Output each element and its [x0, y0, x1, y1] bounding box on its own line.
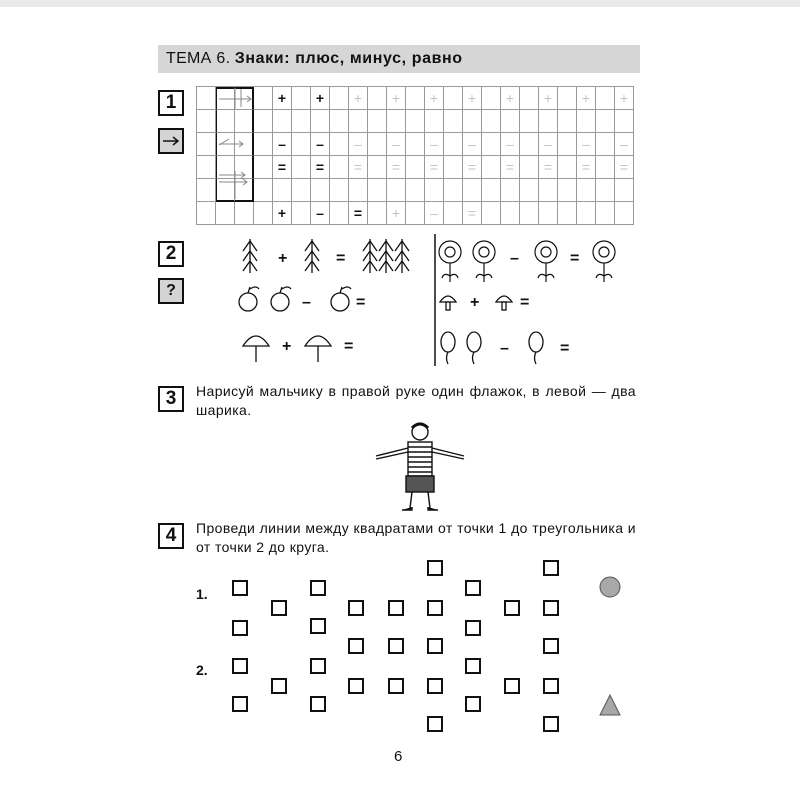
grid-cell[interactable]	[482, 202, 501, 225]
grid-cell[interactable]	[596, 133, 615, 156]
op-equals: =	[570, 250, 580, 267]
grid-cell[interactable]: =	[539, 156, 558, 179]
grid-cell[interactable]	[520, 179, 539, 202]
grid-cell[interactable]	[577, 202, 596, 225]
grid-cell[interactable]	[349, 179, 368, 202]
task-4-instruction: Проведи линии между квадратами от точки 1 до треугольника и от точки 2 до круга.	[196, 520, 636, 555]
target-shapes	[598, 575, 624, 720]
grid-cell[interactable]	[482, 110, 501, 133]
grid-cell[interactable]	[482, 87, 501, 110]
boy-illustration	[372, 422, 468, 516]
grid-cell[interactable]	[615, 110, 634, 133]
grid-cell[interactable]	[539, 202, 558, 225]
grid-cell[interactable]	[368, 202, 387, 225]
grid-cell[interactable]	[330, 179, 349, 202]
grid-cell[interactable]: –	[387, 133, 406, 156]
maze-square[interactable]	[543, 560, 559, 576]
topic-header	[158, 45, 640, 73]
op-minus: –	[500, 340, 509, 357]
grid-cell[interactable]	[292, 202, 311, 225]
grid-cell[interactable]	[254, 133, 273, 156]
grid-cell[interactable]	[254, 179, 273, 202]
maze-square[interactable]	[271, 600, 287, 616]
grid-cell[interactable]	[273, 110, 292, 133]
op-plus: +	[282, 338, 292, 355]
grid-cell[interactable]	[254, 87, 273, 110]
grid-cell[interactable]: =	[615, 156, 634, 179]
maze-square[interactable]	[232, 580, 248, 596]
grid-cell[interactable]	[501, 179, 520, 202]
circle-target-icon	[600, 577, 620, 597]
op-plus: +	[278, 250, 288, 267]
grid-cell[interactable]	[349, 110, 368, 133]
grid-cell[interactable]: –	[501, 133, 520, 156]
grid-cell[interactable]	[444, 133, 463, 156]
grid-cell[interactable]	[406, 179, 425, 202]
topic-title: Знаки: плюс, минус, равно	[234, 50, 463, 67]
grid-cell[interactable]: +	[539, 87, 558, 110]
maze-square[interactable]	[543, 716, 559, 732]
grid-cell[interactable]	[292, 179, 311, 202]
grid-cell[interactable]	[254, 202, 273, 225]
maze-square[interactable]	[232, 696, 248, 712]
maze-square[interactable]	[543, 638, 559, 654]
grid-cell[interactable]: +	[273, 202, 292, 225]
grid-cell[interactable]	[444, 179, 463, 202]
grid-cell[interactable]	[501, 110, 520, 133]
grid-cell[interactable]	[539, 110, 558, 133]
maze-square[interactable]	[310, 618, 326, 634]
grid-cell[interactable]: +	[311, 87, 330, 110]
grid-cell[interactable]	[520, 133, 539, 156]
grid-cell[interactable]: –	[425, 133, 444, 156]
maze-square[interactable]	[232, 620, 248, 636]
grid-cell[interactable]	[368, 156, 387, 179]
grid-cell[interactable]	[501, 202, 520, 225]
tree-icons	[243, 239, 409, 273]
grid-cell[interactable]	[463, 110, 482, 133]
grid-cell[interactable]: –	[463, 133, 482, 156]
task-3-number: 3	[158, 386, 184, 412]
grid-cell[interactable]	[406, 133, 425, 156]
grid-cell[interactable]	[539, 179, 558, 202]
grid-cell[interactable]	[387, 110, 406, 133]
grid-cell[interactable]	[425, 110, 444, 133]
grid-cell[interactable]	[311, 179, 330, 202]
grid-cell[interactable]: =	[463, 156, 482, 179]
arrow-pictogram-group	[215, 87, 255, 202]
grid-cell[interactable]: =	[349, 156, 368, 179]
grid-cell[interactable]: +	[425, 87, 444, 110]
grid-cell[interactable]: =	[349, 202, 368, 225]
grid-cell[interactable]: –	[615, 133, 634, 156]
grid-cell[interactable]: –	[539, 133, 558, 156]
grid-cell[interactable]	[197, 202, 216, 225]
grid-cell[interactable]: =	[387, 156, 406, 179]
grid-cell[interactable]: –	[311, 133, 330, 156]
grid-cell[interactable]: +	[615, 87, 634, 110]
flower-icons	[439, 241, 615, 282]
maze-square[interactable]	[504, 678, 520, 694]
maze-square[interactable]	[427, 600, 443, 616]
grid-cell[interactable]	[558, 179, 577, 202]
grid-cell[interactable]: –	[311, 202, 330, 225]
grid-cell[interactable]	[615, 179, 634, 202]
grid-cell[interactable]	[425, 179, 444, 202]
grid-cell[interactable]	[254, 156, 273, 179]
grid-cell[interactable]	[292, 156, 311, 179]
grid-cell[interactable]	[444, 110, 463, 133]
op-equals: =	[344, 338, 354, 355]
grid-cell[interactable]	[292, 133, 311, 156]
grid-cell[interactable]	[444, 156, 463, 179]
grid-cell[interactable]	[444, 87, 463, 110]
apple-icons	[239, 287, 351, 311]
maze-square[interactable]	[348, 600, 364, 616]
maze-square[interactable]	[427, 716, 443, 732]
grid-cell[interactable]	[292, 87, 311, 110]
grid-cell[interactable]	[558, 202, 577, 225]
grid-cell[interactable]	[596, 156, 615, 179]
grid-cell[interactable]: –	[273, 133, 292, 156]
grid-cell[interactable]	[406, 87, 425, 110]
op-equals: =	[336, 250, 346, 267]
task-3-instruction: Нарисуй мальчику в правой руке один флажок, в левой — два шарика.	[196, 383, 636, 418]
grid-cell[interactable]	[596, 87, 615, 110]
maze-square[interactable]	[348, 678, 364, 694]
grid-cell[interactable]	[197, 156, 216, 179]
op-plus: +	[470, 294, 480, 311]
grid-cell[interactable]	[463, 179, 482, 202]
triangle-target-icon	[600, 695, 620, 715]
grid-cell[interactable]	[330, 87, 349, 110]
grid-cell[interactable]	[406, 156, 425, 179]
grid-cell[interactable]: =	[463, 202, 482, 225]
maze-square[interactable]	[465, 580, 481, 596]
grid-cell[interactable]	[558, 156, 577, 179]
task-1-grid	[196, 86, 634, 225]
start-point-1: 1.	[196, 586, 208, 602]
grid-cell[interactable]	[520, 110, 539, 133]
grid-cell[interactable]: =	[425, 156, 444, 179]
grid-cell[interactable]: +	[387, 87, 406, 110]
grid-cell[interactable]	[273, 179, 292, 202]
grid-cell[interactable]: =	[577, 156, 596, 179]
maze-square[interactable]	[543, 600, 559, 616]
grid-cell[interactable]: +	[463, 87, 482, 110]
task-2-number: 2	[158, 241, 184, 267]
grid-cell[interactable]	[558, 110, 577, 133]
page-top-edge	[0, 0, 800, 7]
grid-cell[interactable]	[596, 110, 615, 133]
grid-cell[interactable]	[406, 202, 425, 225]
op-minus: –	[510, 250, 519, 267]
grid-cell[interactable]: =	[501, 156, 520, 179]
grid-cell[interactable]: –	[425, 202, 444, 225]
grid-cell[interactable]	[596, 202, 615, 225]
op-equals: =	[356, 294, 366, 311]
task-2-picture-equations	[230, 234, 650, 369]
grid-cell[interactable]	[368, 87, 387, 110]
grid-cell[interactable]: –	[349, 133, 368, 156]
maze-square[interactable]	[543, 678, 559, 694]
grid-cell[interactable]	[387, 179, 406, 202]
arrow-right-icon	[162, 135, 180, 147]
task-4-number: 4	[158, 523, 184, 549]
maze-square[interactable]	[388, 678, 404, 694]
grid-cell[interactable]: +	[501, 87, 520, 110]
grid-cell[interactable]	[520, 202, 539, 225]
maze-square[interactable]	[232, 658, 248, 674]
grid-cell[interactable]	[216, 202, 235, 225]
maze-square[interactable]	[465, 620, 481, 636]
grid-cell[interactable]	[330, 133, 349, 156]
grid-cell[interactable]	[197, 133, 216, 156]
grid-cell[interactable]	[615, 202, 634, 225]
grid-cell[interactable]	[330, 110, 349, 133]
maze-square[interactable]	[271, 678, 287, 694]
maze-square[interactable]	[427, 560, 443, 576]
grid-cell[interactable]: –	[577, 133, 596, 156]
task-1-number: 1	[158, 90, 184, 116]
op-minus: –	[302, 294, 311, 311]
grid-cell[interactable]	[330, 156, 349, 179]
grid-cell[interactable]	[254, 110, 273, 133]
grid-cell[interactable]: +	[577, 87, 596, 110]
grid-cell[interactable]	[330, 202, 349, 225]
grid-cell[interactable]	[577, 110, 596, 133]
grid-cell[interactable]	[482, 156, 501, 179]
grid-cell[interactable]	[444, 202, 463, 225]
grid-cell[interactable]: =	[273, 156, 292, 179]
grid-cell[interactable]	[482, 133, 501, 156]
grid-cell[interactable]: +	[387, 202, 406, 225]
grid-cell[interactable]	[577, 179, 596, 202]
maze-square[interactable]	[465, 696, 481, 712]
topic-number: ТЕМА 6.	[166, 50, 231, 67]
maze-square[interactable]	[465, 658, 481, 674]
balloon-icons	[441, 332, 543, 364]
grid-cell[interactable]	[596, 179, 615, 202]
grid-cell[interactable]	[368, 133, 387, 156]
start-point-2: 2.	[196, 662, 208, 678]
grid-cell[interactable]	[558, 87, 577, 110]
grid-cell[interactable]	[558, 133, 577, 156]
maze-square[interactable]	[388, 600, 404, 616]
maze-square[interactable]	[310, 696, 326, 712]
grid-cell[interactable]	[520, 156, 539, 179]
maze-square[interactable]	[504, 600, 520, 616]
task-2-question-badge: ?	[158, 278, 184, 304]
grid-cell[interactable]	[520, 87, 539, 110]
grid-cell[interactable]: +	[349, 87, 368, 110]
op-equals: =	[520, 294, 530, 311]
grid-cell[interactable]: +	[273, 87, 292, 110]
grid-cell[interactable]	[368, 110, 387, 133]
grid-cell[interactable]	[197, 179, 216, 202]
maze-square[interactable]	[348, 638, 364, 654]
maze-square[interactable]	[427, 638, 443, 654]
grid-cell[interactable]	[482, 179, 501, 202]
maze-square[interactable]	[310, 658, 326, 674]
grid-cell[interactable]	[292, 110, 311, 133]
maze-square[interactable]	[388, 638, 404, 654]
grid-cell[interactable]	[197, 87, 216, 110]
grid-cell[interactable]: =	[311, 156, 330, 179]
maze-square[interactable]	[427, 678, 443, 694]
page-number: 6	[394, 748, 403, 765]
grid-cell[interactable]	[197, 110, 216, 133]
maze-square[interactable]	[310, 580, 326, 596]
grid-cell[interactable]	[235, 202, 254, 225]
op-equals: =	[560, 340, 570, 357]
grid-cell[interactable]	[311, 110, 330, 133]
grid-cell[interactable]	[368, 179, 387, 202]
grid-cell[interactable]	[406, 110, 425, 133]
task-1-mode-badge	[158, 128, 184, 154]
